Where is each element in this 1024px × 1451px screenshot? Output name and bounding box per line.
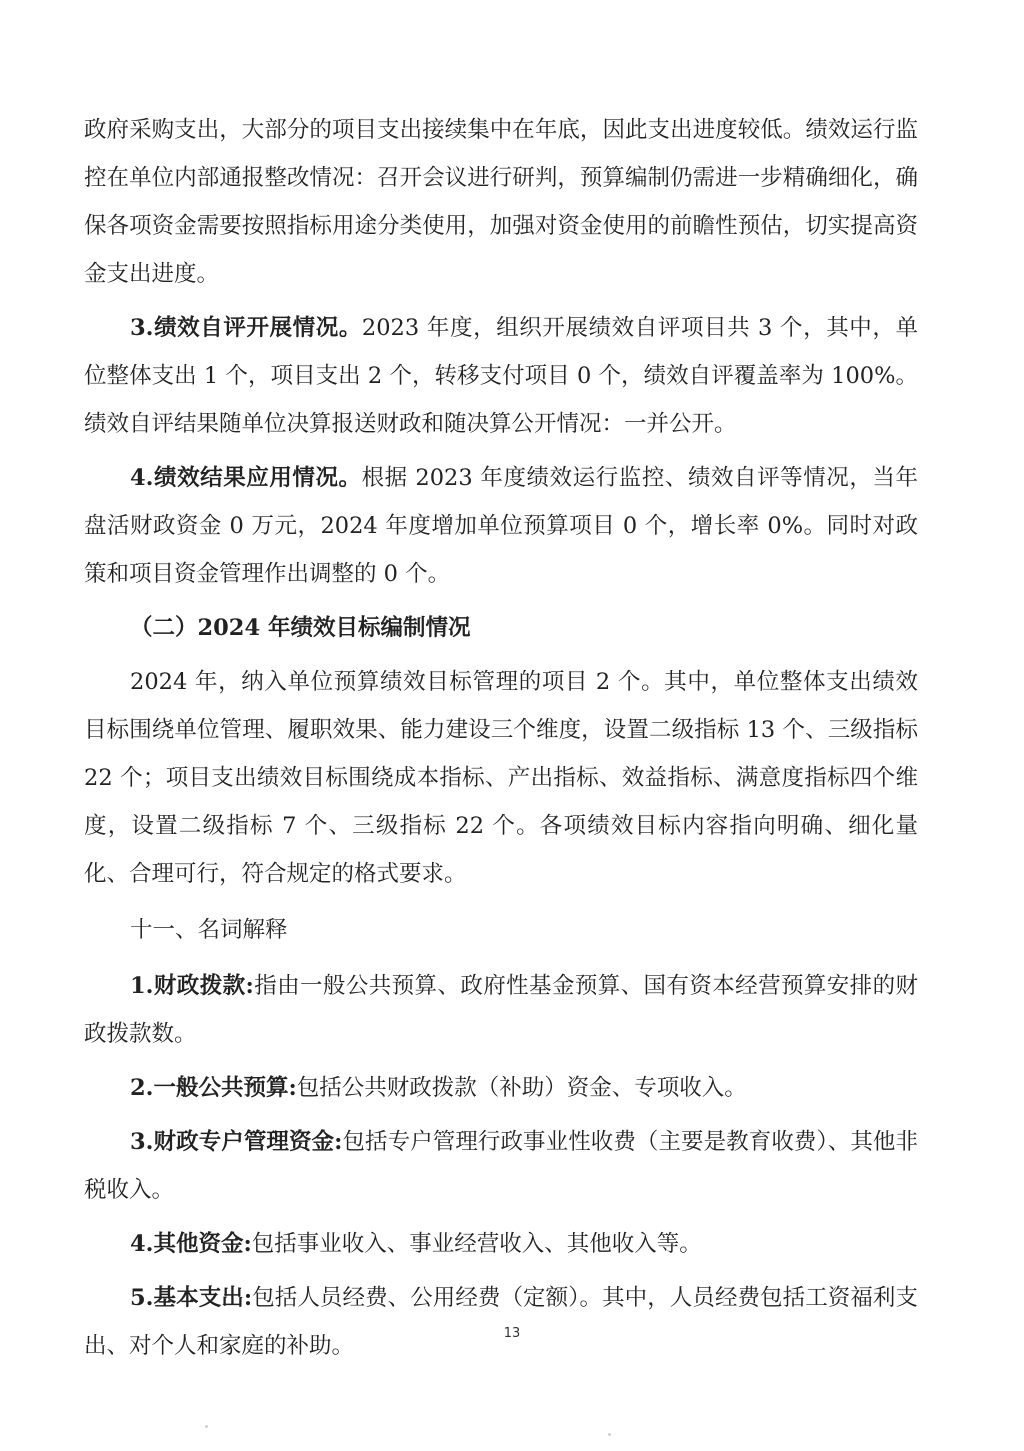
scan-speck <box>205 1425 208 1428</box>
term-name: 2.一般公共预算: <box>130 1075 297 1101</box>
term-name: 3.财政专户管理资金: <box>130 1129 343 1155</box>
paragraph-result-application <box>84 454 918 598</box>
paragraph-2024-targets <box>84 658 918 898</box>
paragraph-procurement <box>84 106 918 298</box>
paragraph-lead: 3.绩效自评开展情况。 <box>130 315 362 341</box>
term-general-public-budget <box>84 1064 918 1112</box>
page-number: 13 <box>503 1326 521 1341</box>
paragraph-text: 根据 2023 年度绩效运行监控、绩效自评等情况，当年盘活财政资金 0 万元，2024 年度增加单位预算项目 0 个，增长率 0%。同时对政策和项目资金管理作出调整的 0 个。 <box>84 465 918 587</box>
term-definition: 包括公共财政拨款（补助）资金、专项收入。 <box>296 1075 747 1101</box>
paragraph-lead: 4.绩效结果应用情况。 <box>130 465 362 491</box>
term-definition: 指由一般公共预算、政府性基金预算、国有资本经营预算安排的财政拨款数。 <box>84 973 918 1047</box>
paragraph-text: 政府采购支出，大部分的项目支出接续集中在年底，因此支出进度较低。绩效运行监控在单位内部通报整改情况：召开会议进行研判，预算编制仍需进一步精确细化，确保各项资金需要按照指标用途分类使用，加强对资金使用的前瞻性预估，切实提高资金支出进度。 <box>84 117 918 287</box>
term-other-funds <box>84 1220 918 1268</box>
section-heading: 十一、名词解释 <box>130 917 288 943</box>
term-special-account-funds <box>84 1118 918 1214</box>
paragraph-self-evaluation <box>84 304 918 448</box>
term-name: 1.财政拨款: <box>130 973 254 999</box>
term-definition: 包括专户管理行政事业性收费（主要是教育收费）、其他非税收入。 <box>84 1129 918 1203</box>
subsection-heading: （二）2024 年绩效目标编制情况 <box>130 615 471 641</box>
term-fiscal-appropriation <box>84 962 918 1058</box>
paragraph-text: 2023 年度，组织开展绩效自评项目共 3 个，其中，单位整体支出 1 个，项目支出 2 个，转移支付项目 0 个，绩效自评覆盖率为 100%。绩效自评结果随单位决算报送财政和随决算公开情况：一并公开。 <box>84 315 918 437</box>
term-definition: 包括人员经费、公用经费（定额）。其中，人员经费包括工资福利支出、对个人和家庭的补助。 <box>84 1285 918 1359</box>
term-basic-expenditure <box>84 1274 918 1370</box>
body-text <box>84 106 918 1370</box>
paragraph-text: 2024 年，纳入单位预算绩效目标管理的项目 2 个。其中，单位整体支出绩效目标围绕单位管理、履职效果、能力建设三个维度，设置二级指标 13 个、三级指标 22 个；项目支出绩效目标围绕成本指标、产出指标、效益指标、满意度指标四个维度，设置二级指标 7 个、三级指标 22 个。各项绩效目标内容指向明确、细化量化、合理可行，符合规定的格式要求。 <box>84 669 918 887</box>
term-name: 5.基本支出: <box>130 1285 253 1311</box>
term-name: 4.其他资金: <box>130 1231 252 1257</box>
term-definition: 包括事业收入、事业经营收入、其他收入等。 <box>251 1231 702 1257</box>
scan-speck <box>608 1433 611 1436</box>
